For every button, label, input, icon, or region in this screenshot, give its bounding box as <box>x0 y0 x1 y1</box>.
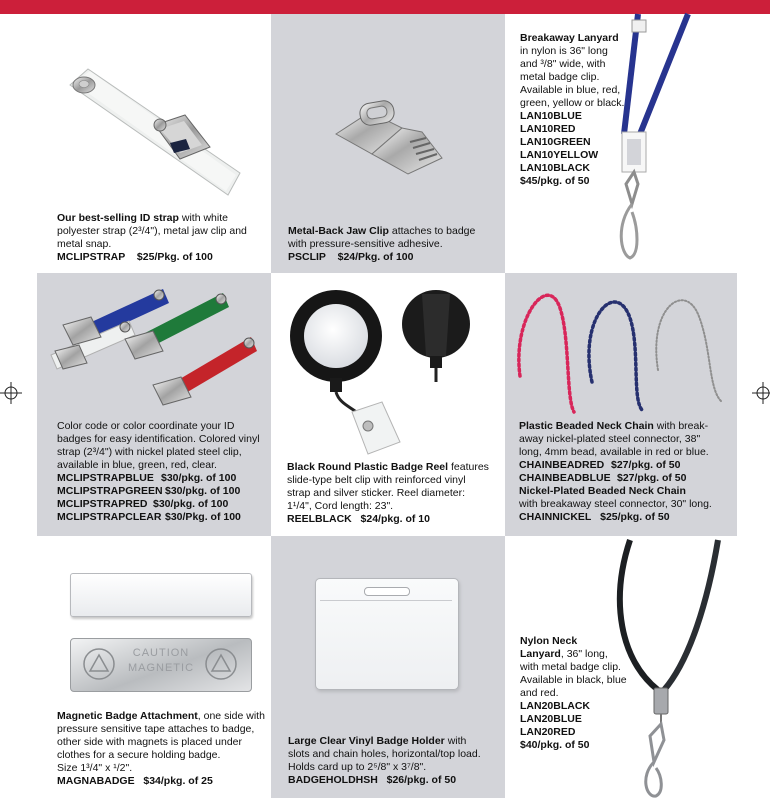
registration-mark-right <box>752 382 770 404</box>
nylon-sku-black: LAN20BLACK <box>520 700 591 712</box>
badge-holder-price: $26/pkg. of 50 <box>386 774 457 786</box>
breakaway-line-3: metal badge clip. <box>520 71 600 83</box>
breakaway-sku-black: LAN10BLACK <box>520 162 591 174</box>
badge-reel-line-3: 1¹/4", Cord length: 23". <box>287 500 394 512</box>
badge-holder-sku: BADGEHOLDHSH <box>288 774 378 786</box>
badge-holder-name: Large Clear Vinyl Badge Holder <box>288 735 445 747</box>
magnetic-desc: , one side with <box>197 710 265 722</box>
id-strap-sku: MCLIPSTRAP <box>57 251 126 263</box>
badge-reel-line-2: strap and silver sticker. Reel diameter: <box>287 487 465 499</box>
beaded-chain-name: Plastic Beaded Neck Chain <box>519 420 654 432</box>
beaded-chain-sku-blue: CHAINBEADBLUE <box>519 472 611 484</box>
magnetic-plate-image <box>70 638 252 692</box>
badge-holder-line-1: slots and chain holes, horizontal/top load. <box>288 748 481 760</box>
nylon-lanyard-name-2: Lanyard <box>520 648 561 660</box>
jaw-clip-image <box>330 92 450 177</box>
beaded-chain-line-2: long, 4mm bead, available in red or blue. <box>519 446 709 458</box>
magnetic-line-4: Size 1³/4" x ¹/2". <box>57 762 133 774</box>
colored-straps-row-green <box>57 485 271 498</box>
badge-reel-desc: features <box>448 461 489 473</box>
nickel-chain-sku: CHAINNICKEL <box>519 511 592 523</box>
colored-straps-price-clear: $30/Pkg. of 100 <box>165 511 241 523</box>
breakaway-line-4: Available in blue, red, <box>520 84 621 96</box>
nylon-lanyard-line-2: Available in black, blue <box>520 674 627 686</box>
nylon-price: $40/pkg. of 50 <box>520 739 590 751</box>
magnetic-line-2: other side with magnets is placed under <box>57 736 243 748</box>
jaw-clip-desc-2: with pressure-sensitive adhesive. <box>288 238 443 250</box>
badge-reel-line-1: slide-type belt clip with reinforced vinyl <box>287 474 466 486</box>
magnetic-strip-image <box>70 573 252 617</box>
beaded-chains-image <box>508 278 734 416</box>
magnetic-line-1: pressure sensitive tape attaches to badge, <box>57 723 255 735</box>
magnetic-text <box>57 710 271 788</box>
breakaway-line-5: green, yellow or black. <box>520 97 625 109</box>
breakaway-line-2: and ³/8" wide, with <box>520 58 606 70</box>
badge-holder-text <box>288 735 500 787</box>
colored-straps-sku-blue: MCLIPSTRAPBLUE <box>57 472 154 484</box>
id-strap-desc: with white <box>178 212 228 224</box>
jaw-clip-name: Metal-Back Jaw Clip <box>288 225 389 237</box>
colored-straps-line-4: available in blue, green, red, clear. <box>57 459 217 471</box>
badge-holder-desc: with <box>444 735 467 747</box>
colored-straps-line-2: badges for easy identification. Colored vinyl <box>57 433 260 445</box>
beaded-chain-desc: with break- <box>653 420 709 432</box>
beaded-chain-price-red: $27/pkg. of 50 <box>611 459 681 471</box>
badge-reel-price: $24/pkg. of 10 <box>360 513 430 525</box>
magnetic-line-3: clothes for a secure holding badge. <box>57 749 221 761</box>
badge-holder-top-line <box>320 600 452 601</box>
magnetic-plate-text-2: MAGNETIC <box>127 662 195 674</box>
jaw-clip-text <box>288 225 498 264</box>
colored-straps-image <box>45 285 265 415</box>
badge-reel-text <box>287 461 499 526</box>
magnetic-plate-text-1: CAUTION <box>132 647 190 659</box>
registration-mark-left <box>0 382 22 404</box>
colored-straps-text <box>57 420 271 524</box>
beaded-chain-line-1: away nickel-plated steel connector, 38" <box>519 433 701 445</box>
beaded-chain-price-blue: $27/pkg. of 50 <box>617 472 687 484</box>
beaded-chains-text <box>519 420 733 524</box>
colored-straps-sku-clear: MCLIPSTRAPCLEAR <box>57 511 162 523</box>
beaded-chain-sku-red: CHAINBEADRED <box>519 459 605 471</box>
breakaway-lanyard-name: Breakaway Lanyard <box>520 32 619 44</box>
breakaway-sku-yellow: LAN10YELLOW <box>520 149 599 161</box>
nickel-chain-line: with breakaway steel connector, 30" long. <box>519 498 712 510</box>
jaw-clip-desc: attaches to badge <box>388 225 476 237</box>
colored-straps-row-red <box>57 498 271 511</box>
breakaway-sku-blue: LAN10BLUE <box>520 110 582 122</box>
colored-straps-line-3: strap (2³/4") with nickel plated steel clip, <box>57 446 242 458</box>
nylon-lanyard-name-1: Nylon Neck <box>520 635 578 647</box>
nylon-lanyard-text <box>520 635 640 752</box>
colored-straps-price-blue: $30/pkg. of 100 <box>161 472 237 484</box>
magnetic-price: $34/pkg. of 25 <box>143 775 213 787</box>
colored-straps-line-1: Color code or color coordinate your ID <box>57 420 235 432</box>
breakaway-sku-green: LAN10GREEN <box>520 136 591 148</box>
id-strap-image <box>60 55 245 205</box>
magnetic-name: Magnetic Badge Attachment <box>57 710 198 722</box>
colored-straps-sku-green: MCLIPSTRAPGREEN <box>57 485 163 497</box>
nickel-chain-price: $25/pkg. of 50 <box>600 511 670 523</box>
nylon-lanyard-desc: , 36" long, <box>560 648 608 660</box>
id-strap-name: Our best-selling ID strap <box>57 212 179 224</box>
id-strap-desc-2: polyester strap (2³/4"), metal jaw clip and <box>57 225 247 237</box>
badge-reel-image <box>286 286 496 456</box>
nylon-lanyard-line-3: and red. <box>520 687 559 699</box>
magnetic-triangle-left <box>83 648 115 680</box>
breakaway-sku-red: LAN10RED <box>520 123 576 135</box>
breakaway-price: $45/pkg. of 50 <box>520 175 590 187</box>
top-accent-bar <box>0 0 770 14</box>
jaw-clip-price: $24/Pkg. of 100 <box>337 251 414 263</box>
id-strap-desc-3: metal snap. <box>57 238 112 250</box>
id-strap-text <box>57 212 267 264</box>
magnetic-sku: MAGNABADGE <box>57 775 135 787</box>
beaded-chain-row-blue <box>519 472 733 485</box>
colored-straps-row-clear <box>57 511 271 524</box>
magnetic-triangle-right <box>205 648 237 680</box>
colored-straps-price-green: $30/pkg. of 100 <box>165 485 241 497</box>
colored-straps-sku-red: MCLIPSTRAPRED <box>57 498 148 510</box>
breakaway-lanyard-text <box>520 32 640 188</box>
nylon-sku-blue: LAN20BLUE <box>520 713 582 725</box>
nylon-sku-red: LAN20RED <box>520 726 576 738</box>
colored-straps-price-red: $30/pkg. of 100 <box>153 498 229 510</box>
id-strap-price: $25/Pkg. of 100 <box>136 251 213 263</box>
colored-straps-row-blue <box>57 472 271 485</box>
badge-holder-line-2: Holds card up to 2⁵/8" x 3⁷/8". <box>288 761 427 773</box>
nylon-lanyard-line-1: with metal badge clip. <box>520 661 621 673</box>
badge-holder-slot <box>364 587 410 596</box>
jaw-clip-sku: PSCLIP <box>288 251 326 263</box>
breakaway-line-1: in nylon is 36" long <box>520 45 608 57</box>
badge-holder-image <box>315 578 459 690</box>
badge-reel-name: Black Round Plastic Badge Reel <box>287 461 449 473</box>
beaded-chain-row-red <box>519 459 733 472</box>
badge-reel-sku: REELBLACK <box>287 513 352 525</box>
nickel-chain-name: Nickel-Plated Beaded Neck Chain <box>519 485 686 497</box>
